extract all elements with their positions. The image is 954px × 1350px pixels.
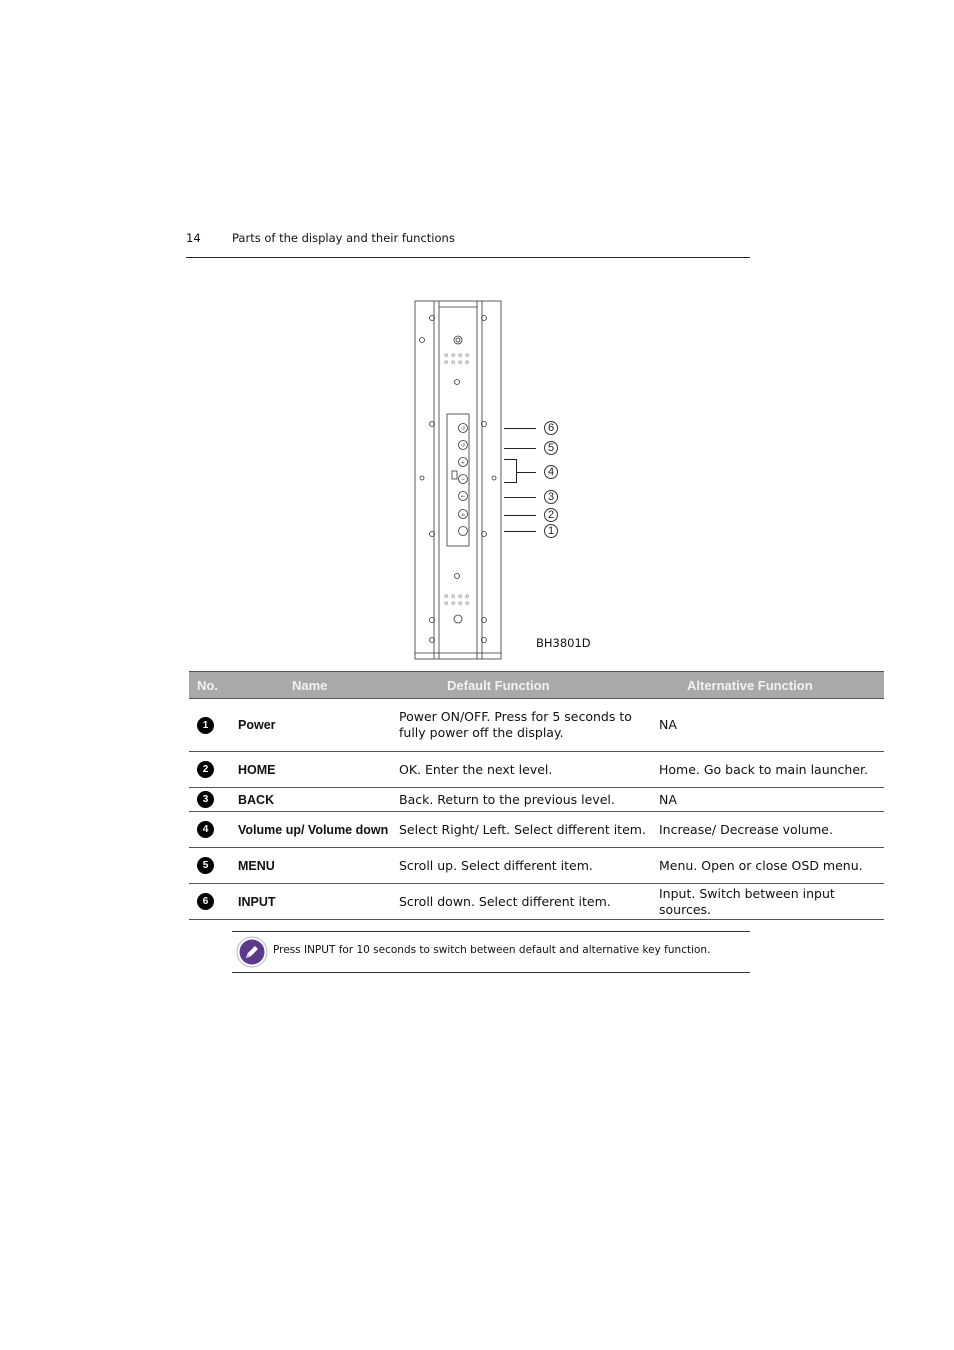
table-row (189, 812, 884, 848)
key-name: HOME (230, 752, 399, 788)
callout-number: 4 (544, 465, 558, 479)
row-number-badge: 6 (197, 893, 214, 910)
table-row (189, 699, 884, 752)
row-number-cell (189, 884, 230, 920)
table-row (189, 884, 884, 920)
alternative-function: Input. Switch between input sources. (659, 884, 884, 920)
row-number-badge: 1 (197, 717, 214, 734)
alternative-function: Menu. Open or close OSD menu. (659, 848, 884, 884)
svg-text:←: ← (460, 494, 466, 500)
callout-number: 3 (544, 490, 558, 504)
callout-bracket (504, 459, 517, 483)
row-number-badge: 2 (197, 761, 214, 778)
callout-leader (504, 428, 536, 429)
default-function: Select Right/ Left. Select different item. (399, 812, 659, 848)
key-name: MENU (230, 848, 399, 884)
alternative-function: NA (659, 788, 884, 812)
callout-leader (516, 472, 536, 473)
model-label: BH3801D (536, 636, 591, 650)
row-number-cell (189, 812, 230, 848)
svg-text:+: + (460, 460, 466, 466)
key-name: INPUT (230, 884, 399, 920)
default-function: OK. Enter the next level. (399, 752, 659, 788)
callout-leader (504, 497, 536, 498)
callout-5 (504, 441, 624, 457)
callout-leader (504, 448, 536, 449)
default-function: Scroll down. Select different item. (399, 884, 659, 920)
table-row (189, 788, 884, 812)
callout-leader (504, 515, 536, 516)
default-function: Scroll up. Select different item. (399, 848, 659, 884)
alternative-function: Increase/ Decrease volume. (659, 812, 884, 848)
note-box (232, 931, 750, 973)
row-number-badge: 3 (197, 791, 214, 808)
callout-number: 2 (544, 508, 558, 522)
running-title: Parts of the display and their functions (232, 231, 455, 245)
header-name: Name (230, 672, 399, 699)
callout-6 (504, 421, 624, 437)
default-function: Power ON/OFF. Press for 5 seconds to fully power off the display. (399, 699, 659, 752)
alternative-function: Home. Go back to main launcher. (659, 752, 884, 788)
key-name: Volume up/ Volume down (230, 812, 399, 848)
page-header (186, 229, 750, 258)
row-number-cell (189, 699, 230, 752)
display-side-diagram (412, 298, 506, 662)
row-number-cell (189, 848, 230, 884)
callout-2 (504, 508, 624, 524)
row-number-badge: 5 (197, 857, 214, 874)
key-name: BACK (230, 788, 399, 812)
row-number-cell (189, 788, 230, 812)
header-alternative: Alternative Function (659, 672, 884, 699)
callout-number: 5 (544, 441, 558, 455)
row-number-cell (189, 752, 230, 788)
callout-3 (504, 490, 624, 506)
page-number: 14 (186, 231, 201, 245)
default-function: Back. Return to the previous level. (399, 788, 659, 812)
svg-text:−: − (460, 477, 466, 483)
callout-number: 6 (544, 421, 558, 435)
table-header-row (189, 672, 884, 699)
key-function-table (189, 671, 884, 920)
callout-4 (504, 465, 624, 481)
alternative-function: NA (659, 699, 884, 752)
svg-text:↺: ↺ (460, 443, 466, 449)
table-row (189, 752, 884, 788)
callout-1 (504, 524, 624, 540)
svg-text:↺: ↺ (460, 426, 466, 432)
header-default: Default Function (399, 672, 659, 699)
header-no: No. (189, 672, 230, 699)
pencil-icon (236, 936, 268, 968)
key-name: Power (230, 699, 399, 752)
row-number-badge: 4 (197, 821, 214, 838)
callout-leader (504, 531, 536, 532)
callout-number: 1 (544, 524, 558, 538)
note-text: Press INPUT for 10 seconds to switch between default and alternative key function. (273, 944, 711, 956)
svg-text:⌂: ⌂ (461, 512, 465, 518)
table-row (189, 848, 884, 884)
